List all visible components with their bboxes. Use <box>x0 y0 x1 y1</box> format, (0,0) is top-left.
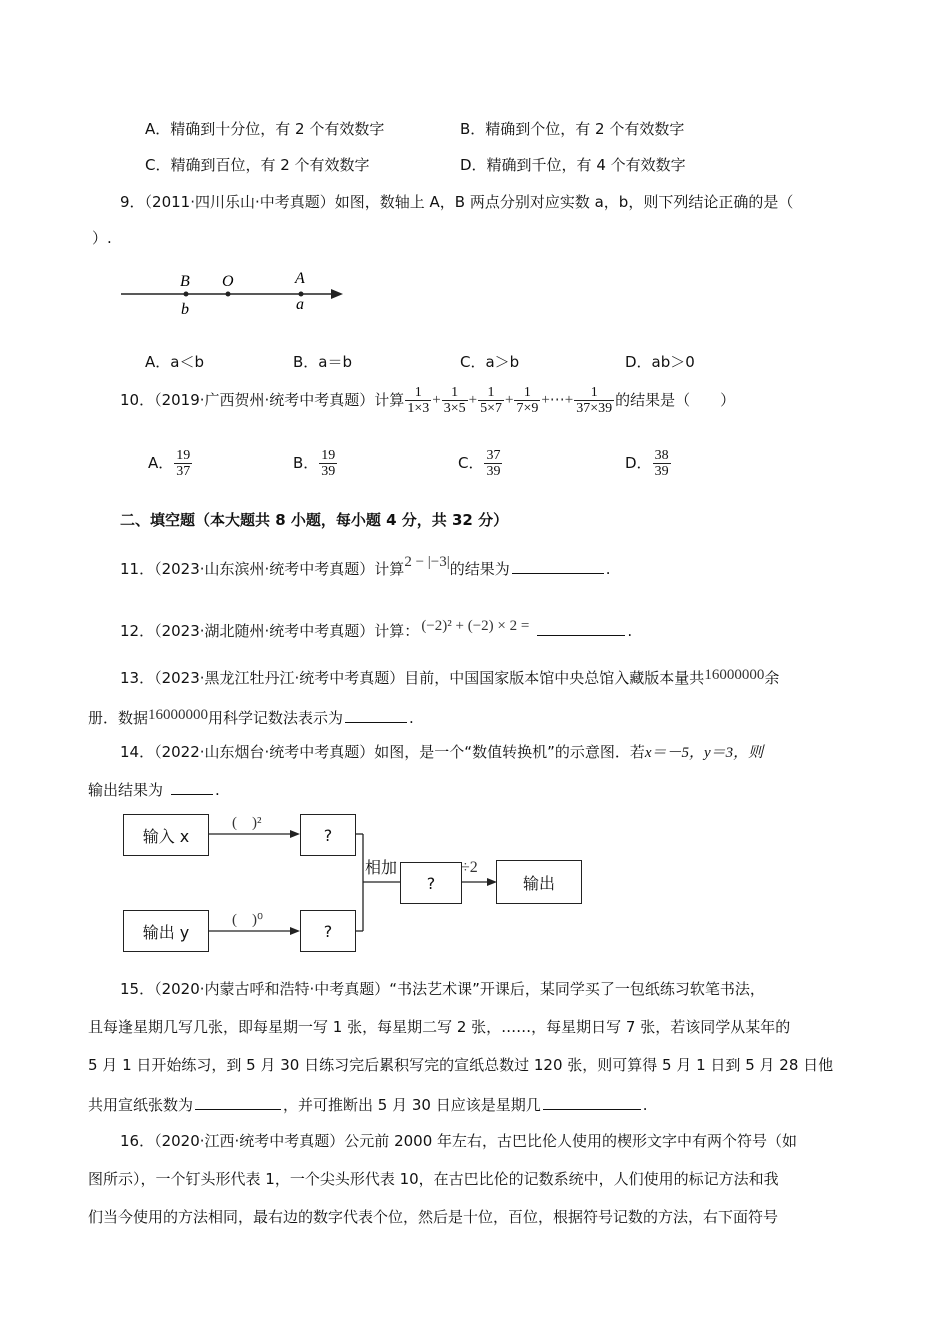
ellipsis-sign: +⋯+ <box>541 392 574 408</box>
input-x-box: 输入 x <box>123 814 209 856</box>
q10-term-3: $\frac{1}{5\times 7}$ <box>480 384 502 416</box>
q9-stem: 9．（2011·四川乐山·中考真题）如图，数轴上 A，B 两点分别对应实数 a，b，则下列结论正确的是（ <box>120 193 794 211</box>
q12: 12．（2023·湖北随州·统考中考真题）计算： (−2)² + (−2) × 2 = . <box>120 618 633 640</box>
q15-line4: 共用宣纸张数为 ，并可推断出 5 月 30 日应该是星期几 . <box>88 1093 648 1115</box>
q10-suffix: 的结果是（ ） <box>615 391 736 409</box>
q10-option-b: B． $\frac{19}{39}$ <box>293 447 336 479</box>
q15-line1: 15．（2020·内蒙古呼和浩特·中考真题）“书法艺术课”开课后，某同学买了一包纸练习软笔书法， <box>120 980 765 998</box>
q11-answer-blank <box>512 557 604 574</box>
section-title-fill-blank: 二、填空题（本大题共 8 小题，每小题 4 分，共 32 分） <box>120 511 509 529</box>
q10-term-2: $\frac{1}{3\times 5}$ <box>443 384 466 416</box>
zero-power-result-box: ? <box>300 910 356 952</box>
q15-blank-2 <box>543 1093 641 1110</box>
q8-option-d: D．精确到千位，有 4 个有效数字 <box>460 156 686 174</box>
q13-line2: 册．数据16000000用科学记数法表示为 . <box>88 707 414 727</box>
q14-line2: 输出结果为 . <box>88 778 220 800</box>
q9-number-line <box>115 265 350 320</box>
op-add: 相加 <box>365 858 398 877</box>
point-b <box>184 292 189 297</box>
q13-answer-blank <box>345 706 407 723</box>
q14-answer-blank <box>171 778 213 795</box>
plus-sign: + <box>432 392 441 408</box>
q8-option-b: B．精确到个位，有 2 个有效数字 <box>460 120 685 138</box>
op-divide-2: ÷2 <box>461 859 478 876</box>
arrow-icon <box>331 289 343 299</box>
q15-line3: 5 月 1 日开始练习，到 5 月 30 日练习完后累积写完的宣纸总数过 120 张，则可算得 5 月 1 日到 5 月 28 日他 <box>88 1056 834 1074</box>
q10-option-c: C． $\frac{37}{39}$ <box>458 447 501 479</box>
label-a: a <box>296 296 304 313</box>
q9-option-a: A．a＜b <box>145 353 204 371</box>
q16-line2: 图所示），一个钉头形代表 1，一个尖头形代表 10，在古巴比伦的记数系统中，人们使用的标记方法和我 <box>88 1170 779 1188</box>
q10-term-1: $\frac{1}{1\times 3}$ <box>407 384 430 416</box>
q13-line1: 13．（2023·黑龙江牡丹江·统考中考真题）目前，中国国家版本馆中央总馆入藏版本量共16000000余 <box>120 667 780 687</box>
q9-option-c: C．a＞b <box>460 353 520 371</box>
label-A: A <box>295 270 305 287</box>
label-B: B <box>180 273 190 290</box>
q11: 11．（2023·山东滨州·统考中考真题）计算2 − |−3|的结果为 . <box>120 554 611 578</box>
sum-result-box: ? <box>400 862 462 904</box>
q10-term-4: $\frac{1}{7\times 9}$ <box>516 384 539 416</box>
point-o <box>226 292 231 297</box>
q12-answer-blank <box>537 619 625 636</box>
output-box: 输出 <box>496 860 582 904</box>
input-y-box: 输出 y <box>123 910 209 952</box>
q11-expr: 2 − |−3| <box>404 554 450 570</box>
label-O: O <box>222 273 234 290</box>
q9-stem-end: ）. <box>92 229 112 247</box>
q10-prefix: 10．（2019·广西贺州·统考中考真题）计算 <box>120 391 405 409</box>
q8-option-c: C．精确到百位，有 2 个有效数字 <box>145 156 370 174</box>
q15-blank-1 <box>195 1093 281 1110</box>
op-square: ( )² <box>232 815 262 831</box>
plus-sign: + <box>468 392 478 408</box>
q10-term-5: $\frac{1}{37\times 39}$ <box>576 384 613 416</box>
op-zero-power: ( )⁰ <box>232 912 264 928</box>
q14-line1: 14．（2022·山东烟台·统考中考真题）如图，是一个“数值转换机”的示意图．若x＝－5，y＝3，则 <box>120 743 764 761</box>
q10-option-a: A． $\frac{19}{37}$ <box>148 447 191 479</box>
q16-line1: 16．（2020·江西·统考中考真题）公元前 2000 年左右，古巴比伦人使用的楔形文字中有两个符号（如 <box>120 1132 798 1150</box>
arrow-icon <box>290 927 300 935</box>
q9-option-d: D．ab＞0 <box>625 353 695 371</box>
q10-option-d: D． $\frac{38}{39}$ <box>625 447 669 479</box>
square-result-box: ? <box>300 814 356 856</box>
arrow-icon <box>290 830 300 838</box>
q15-line2: 且每逢星期几写几张，即每星期一写 1 张，每星期二写 2 张，……，每星期日写 7 张，若该同学从某年的 <box>88 1018 791 1036</box>
label-b: b <box>181 301 189 318</box>
q16-line3: 们当今使用的方法相同，最右边的数字代表个位，然后是十位，百位，根据符号记数的方法，右下面符号 <box>88 1208 779 1226</box>
q8-option-a: A．精确到十分位，有 2 个有效数字 <box>145 120 385 138</box>
q10-stem <box>120 384 735 416</box>
plus-sign: + <box>504 392 514 408</box>
q9-option-b: B．a＝b <box>293 353 353 371</box>
q12-expr: (−2)² + (−2) × 2 = <box>421 618 530 634</box>
